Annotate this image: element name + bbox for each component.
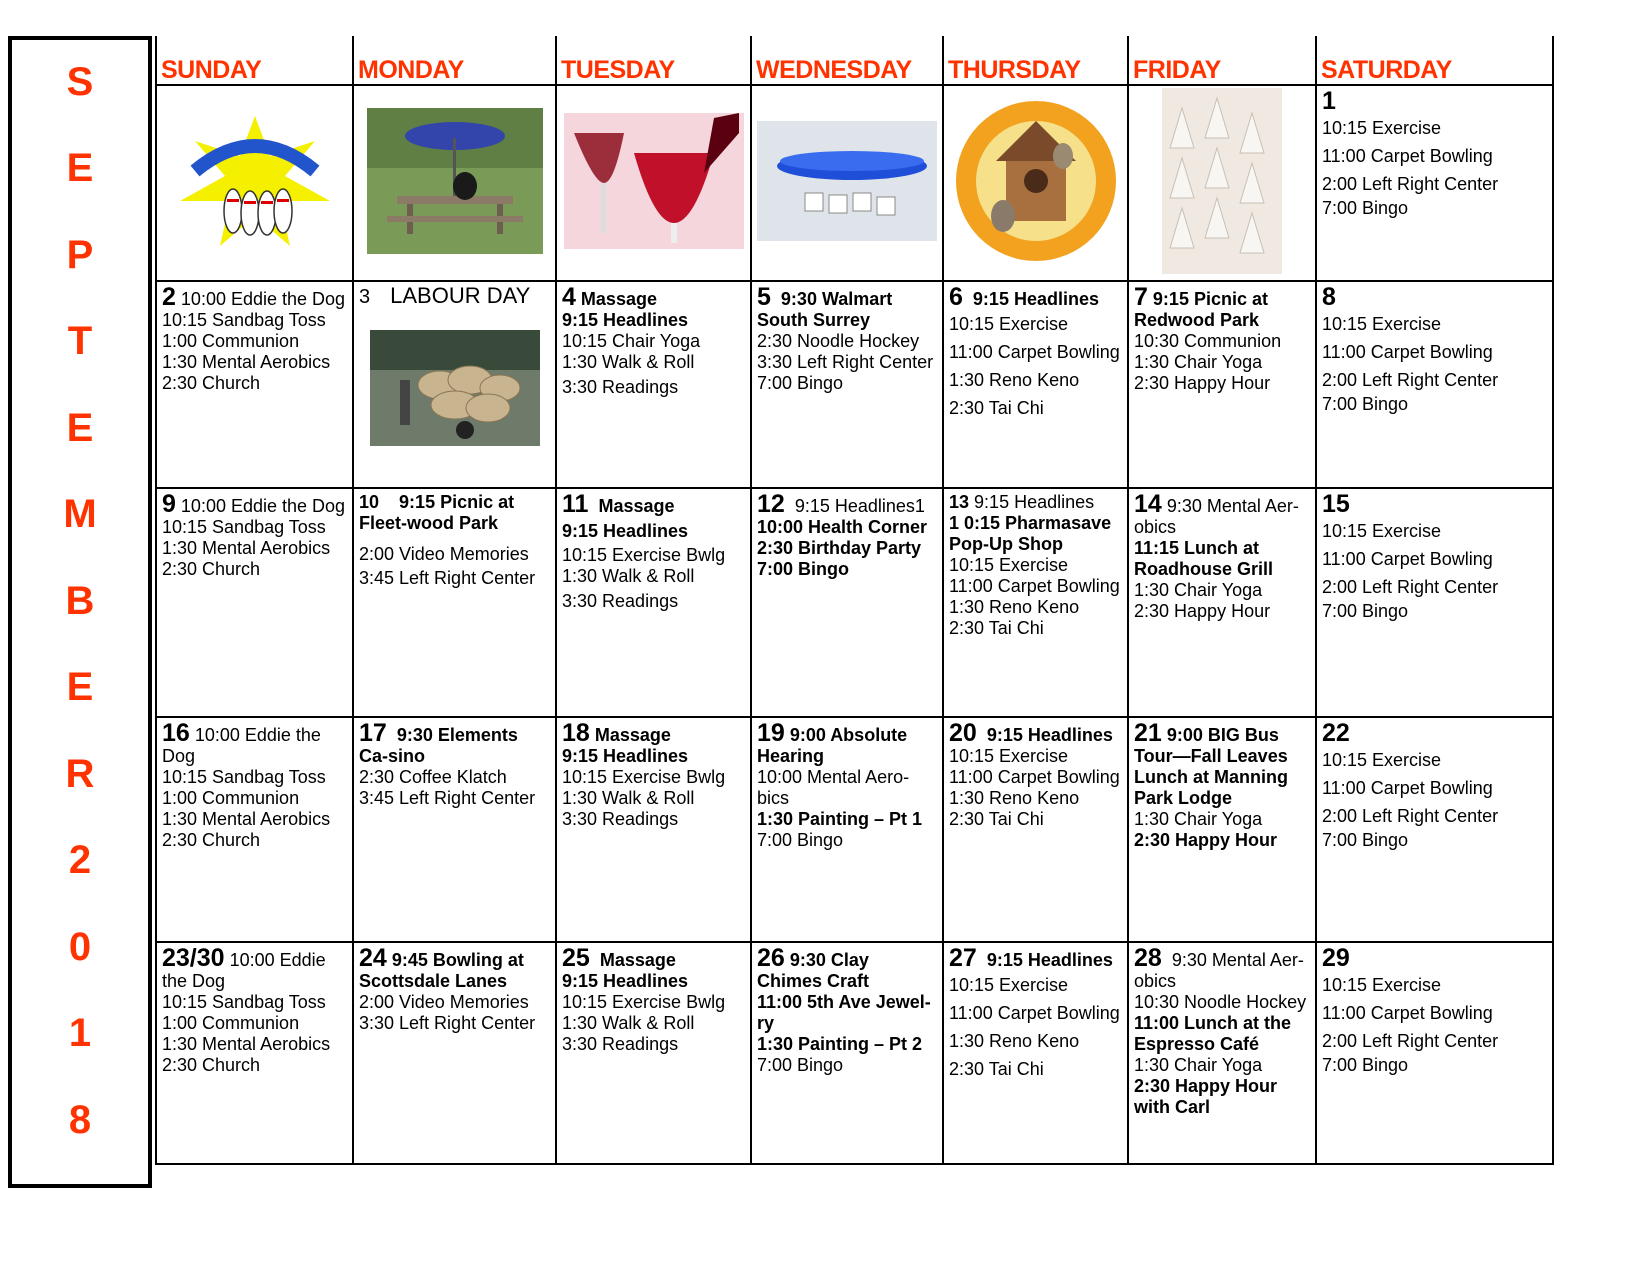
event-line: 7:00 Bingo <box>757 373 844 393</box>
event-line: 10:15 Exercise Bwlg <box>562 767 726 787</box>
month-letter: B <box>65 579 95 623</box>
day-cell-6 <box>943 281 1128 488</box>
event-line: 2:00 Video Memories <box>359 992 529 1012</box>
event-line: 2:30 Birthday Party <box>757 538 922 558</box>
day-cell-5 <box>751 281 943 488</box>
day-number: 7 <box>1134 283 1148 311</box>
event-line: 10:15 Sandbag Toss <box>162 767 326 787</box>
week-row-3 <box>156 488 1553 717</box>
event-line: 7:00 Bingo <box>757 830 844 850</box>
event-line: 9:15 Headlines <box>562 746 689 766</box>
event-line: 2:30 Tai Chi <box>949 809 1044 829</box>
event-line: 3:30 Readings <box>562 377 679 397</box>
day-cell-9 <box>156 488 353 717</box>
event-line: 7:00 Bingo <box>1322 830 1409 850</box>
event-line: 2:00 Left Right Center <box>1322 577 1499 597</box>
day-number: 17 <box>359 719 387 747</box>
event-line: 2:30 Coffee Klatch <box>359 767 507 787</box>
week-row-5 <box>156 942 1553 1164</box>
event-line: 10:15 Exercise <box>1322 750 1442 770</box>
event-line: 1:30 Painting – Pt 2 <box>757 1034 923 1054</box>
day-cell-20 <box>943 717 1128 942</box>
header-wednesday: WEDNESDAY <box>751 36 943 85</box>
event-line: 3:30 Readings <box>562 591 679 611</box>
event-line: 11:00 Carpet Bowling <box>1322 342 1493 362</box>
event-line: 3:30 Left Right Center <box>757 352 934 372</box>
event-line: Massage <box>599 950 676 970</box>
event-line: 3:30 Readings <box>562 1034 679 1054</box>
header-sunday: SUNDAY <box>156 36 353 85</box>
header-saturday: SATURDAY <box>1316 36 1553 85</box>
event-line: Massage <box>598 496 675 516</box>
event-line: 1:30 Walk & Roll <box>562 788 695 808</box>
event-line: 9:15 Headlines <box>562 521 689 541</box>
day-cell-14 <box>1128 488 1316 717</box>
event-line: 2:00 Left Right Center <box>1322 174 1499 194</box>
event-line: 9:15 Headlines <box>986 725 1113 745</box>
day-number: 6 <box>949 283 963 311</box>
day-cell-3 <box>353 281 556 488</box>
event-line: 2:00 Video Memories <box>359 544 529 564</box>
event-line: 1:00 Communion <box>162 788 300 808</box>
event-line: 10:00 Eddie the Dog <box>162 950 326 991</box>
month-letter: 0 <box>68 925 92 969</box>
day-number: 13 <box>949 492 970 512</box>
event-line: 7:00 Bingo <box>1322 198 1409 218</box>
event-line: 1:30 Reno Keno <box>949 788 1080 808</box>
event-line: 10:00 Eddie the Dog <box>180 496 346 516</box>
day-number: 16 <box>162 719 190 747</box>
event-line: 1:30 Mental Aerobics <box>162 809 331 829</box>
event-line: 11:00 5th Ave Jewel-ry <box>757 992 931 1033</box>
event-line: 9:15 Picnic at Redwood Park <box>1134 289 1268 330</box>
event-line: Massage <box>580 289 657 309</box>
header-thursday: THURSDAY <box>943 36 1128 85</box>
event-line: 10:00 Health Corner <box>757 517 928 537</box>
event-line: 1:30 Walk & Roll <box>562 1013 695 1033</box>
event-line: 1:30 Chair Yoga <box>1134 809 1263 829</box>
event-line: 10:15 Sandbag Toss <box>162 992 326 1012</box>
event-line: 2:30 Tai Chi <box>949 618 1044 638</box>
event-line: 10:30 Communion <box>1134 331 1282 351</box>
day-number: 19 <box>757 719 785 747</box>
day-cell-8 <box>1316 281 1553 488</box>
day-number: 15 <box>1322 490 1350 518</box>
wine-glass-image <box>556 85 751 281</box>
cart-sandbags-image <box>359 330 550 451</box>
day-number: 4 <box>562 283 576 311</box>
month-letter: T <box>67 319 93 363</box>
event-line: 9:30 Clay Chimes Craft <box>757 950 870 991</box>
event-line: 2:00 Left Right Center <box>1322 370 1499 390</box>
event-line: 1:30 Chair Yoga <box>1134 352 1263 372</box>
calendar-grid <box>155 36 1554 1165</box>
event-line: 10:15 Exercise <box>949 746 1069 766</box>
week-row-1 <box>156 85 1553 281</box>
event-line: 9:45 Bowling at Scottsdale Lanes <box>359 950 524 991</box>
event-line: 1:30 Mental Aerobics <box>162 352 331 372</box>
event-line: 3:30 Readings <box>562 809 679 829</box>
event-line: Massage <box>594 725 671 745</box>
event-line: 10:15 Exercise <box>949 975 1069 995</box>
day-cell-16 <box>156 717 353 942</box>
event-line: 2:30 Church <box>162 1055 261 1075</box>
event-line: 11:00 Carpet Bowling <box>949 342 1120 362</box>
month-letter: 1 <box>68 1011 92 1055</box>
event-line: 10:15 Exercise Bwlg <box>562 992 726 1012</box>
event-line: 10:15 Exercise <box>1322 521 1442 541</box>
week-row-4 <box>156 717 1553 942</box>
day-cell-15 <box>1316 488 1553 717</box>
header-tuesday: TUESDAY <box>556 36 751 85</box>
event-line: 2:30 Church <box>162 373 261 393</box>
weekday-header-row <box>156 36 1553 85</box>
event-line: 1:30 Reno Keno <box>949 597 1080 617</box>
day-cell-2 <box>156 281 353 488</box>
day-number: 1 <box>1322 87 1336 115</box>
event-line: 9:00 BIG Bus Tour—Fall Leaves Lunch at Manning Park Lodge <box>1134 725 1288 808</box>
day-number: 28 <box>1134 944 1162 972</box>
month-letter: 2 <box>68 838 92 882</box>
owl-birdhouse-image <box>943 85 1128 281</box>
day-number: 12 <box>757 490 785 518</box>
day-number: 23/30 <box>162 944 225 972</box>
event-line: 10:15 Sandbag Toss <box>162 517 326 537</box>
day-number: 11 <box>562 490 589 518</box>
week-row-2 <box>156 281 1553 488</box>
event-line: 3:45 Left Right Center <box>359 788 536 808</box>
event-line: 11:00 Carpet Bowling <box>1322 1003 1493 1023</box>
event-line: 2:00 Left Right Center <box>1322 806 1499 826</box>
event-line: 9:15 Headlines <box>562 310 689 330</box>
event-line: 1:30 Mental Aerobics <box>162 1034 331 1054</box>
picnic-table-bear-image <box>353 85 556 281</box>
event-line: 2:30 Happy Hour with Carl <box>1134 1076 1278 1117</box>
day-cell-19 <box>751 717 943 942</box>
day-cell-22 <box>1316 717 1553 942</box>
event-line: 10:15 Exercise <box>1322 118 1442 138</box>
event-line: 2:00 Left Right Center <box>1322 1031 1499 1051</box>
event-line: 2:30 Church <box>162 559 261 579</box>
event-line: 9:30 Mental Aer-obics <box>1134 950 1304 991</box>
holiday-title: LABOUR DAY <box>390 283 531 308</box>
event-line: 7:00 Bingo <box>1322 1055 1409 1075</box>
event-line: 10:15 Exercise Bwlg <box>562 545 726 565</box>
event-line: 3:45 Left Right Center <box>359 568 536 588</box>
event-line: 9:00 Absolute Hearing <box>757 725 908 766</box>
event-line: 7:00 Bingo <box>1322 601 1409 621</box>
event-line: 11:15 Lunch at Roadhouse Grill <box>1134 538 1274 579</box>
month-letter: S <box>66 60 94 104</box>
paper-chimes-image <box>1128 85 1316 281</box>
event-line: 1:30 Mental Aerobics <box>162 538 331 558</box>
day-cell-28 <box>1128 942 1316 1164</box>
day-number: 3 <box>359 286 371 308</box>
event-line: 11:00 Carpet Bowling <box>1322 778 1493 798</box>
day-cell-18 <box>556 717 751 942</box>
day-cell-13 <box>943 488 1128 717</box>
event-line: 9:30 Walmart South Surrey <box>757 289 893 330</box>
day-number: 20 <box>949 719 977 747</box>
event-line: 2:30 Tai Chi <box>949 398 1044 418</box>
event-line: 10:15 Exercise <box>949 555 1069 575</box>
event-line: 1:30 Walk & Roll <box>562 352 695 372</box>
day-cell-29 <box>1316 942 1553 1164</box>
day-cell-21 <box>1128 717 1316 942</box>
month-letter: M <box>63 492 97 536</box>
event-line: 10:15 Chair Yoga <box>562 331 701 351</box>
day-cell-23-30 <box>156 942 353 1164</box>
day-number: 10 <box>359 492 380 512</box>
event-line: 1:00 Communion <box>162 1013 300 1033</box>
event-line: 7:00 Bingo <box>757 559 850 579</box>
event-line: 9:30 Mental Aer-obics <box>1134 496 1299 537</box>
event-line: 1:30 Walk & Roll <box>562 566 695 586</box>
month-letter: E <box>66 406 94 450</box>
day-cell-27 <box>943 942 1128 1164</box>
event-line: 1:30 Reno Keno <box>949 1031 1080 1051</box>
day-number: 26 <box>757 944 785 972</box>
event-line: 1:30 Chair Yoga <box>1134 1055 1263 1075</box>
day-cell-12 <box>751 488 943 717</box>
event-line: 11:00 Lunch at the Espresso Café <box>1134 1013 1292 1054</box>
day-cell-4 <box>556 281 751 488</box>
event-line: 2:30 Happy Hour <box>1134 830 1278 850</box>
event-line: 10:00 Eddie the Dog <box>180 289 346 309</box>
day-number: 24 <box>359 944 387 972</box>
event-line: 3:30 Left Right Center <box>359 1013 536 1033</box>
month-letter: 8 <box>68 1098 92 1142</box>
event-line: 9:15 Headlines <box>986 950 1113 970</box>
month-letter: E <box>66 665 94 709</box>
month-letter: R <box>65 752 95 796</box>
event-line: 9:15 Headlines <box>974 492 1095 512</box>
event-line: 2:30 Church <box>162 830 261 850</box>
event-line: 11:00 Carpet Bowling <box>949 576 1120 596</box>
event-line: 10:15 Exercise <box>1322 975 1442 995</box>
event-line: 10:30 Noodle Hockey <box>1134 992 1307 1012</box>
day-cell-17 <box>353 717 556 942</box>
header-friday: FRIDAY <box>1128 36 1316 85</box>
day-number: 21 <box>1134 719 1162 747</box>
event-line: 2:30 Happy Hour <box>1134 373 1271 393</box>
day-number: 25 <box>562 944 590 972</box>
day-cell-26 <box>751 942 943 1164</box>
day-number: 5 <box>757 283 771 311</box>
event-line: 2:30 Happy Hour <box>1134 601 1271 621</box>
day-cell-7 <box>1128 281 1316 488</box>
event-line: 11:00 Carpet Bowling <box>1322 549 1493 569</box>
event-line: 2:30 Noodle Hockey <box>757 331 920 351</box>
lcr-dice-game-image <box>751 85 943 281</box>
day-number: 27 <box>949 944 977 972</box>
day-number: 22 <box>1322 719 1350 747</box>
event-line: 11:00 Carpet Bowling <box>1322 146 1493 166</box>
day-number: 18 <box>562 719 590 747</box>
bowling-image <box>156 85 353 281</box>
day-cell-1 <box>1316 85 1553 281</box>
event-line: 9:15 Picnic at Fleet-wood Park <box>359 492 515 533</box>
event-line: 10:15 Exercise <box>1322 314 1442 334</box>
day-cell-10 <box>353 488 556 717</box>
month-sidebar <box>8 36 152 1188</box>
event-line: 7:00 Bingo <box>757 1055 844 1075</box>
day-number: 29 <box>1322 944 1350 972</box>
event-line: 1 0:15 Pharmasave Pop-Up Shop <box>949 513 1112 554</box>
event-line: 10:15 Sandbag Toss <box>162 310 326 330</box>
event-line: 1:30 Chair Yoga <box>1134 580 1263 600</box>
event-line: 9:15 Headlines <box>562 971 689 991</box>
day-cell-25 <box>556 942 751 1164</box>
event-line: 11:00 Carpet Bowling <box>949 767 1120 787</box>
event-line: 1:00 Communion <box>162 331 300 351</box>
event-line: 11:00 Carpet Bowling <box>949 1003 1120 1023</box>
event-line: 10:00 Mental Aero-bics <box>757 767 910 808</box>
day-number: 14 <box>1134 490 1162 518</box>
event-line: 10:15 Exercise <box>949 314 1069 334</box>
event-line: 9:30 Elements Ca-sino <box>359 725 518 766</box>
month-letter: E <box>66 146 94 190</box>
day-cell-11 <box>556 488 751 717</box>
event-line: 2:30 Tai Chi <box>949 1059 1044 1079</box>
event-line: 9:15 Headlines <box>972 289 1099 309</box>
day-cell-24 <box>353 942 556 1164</box>
event-line: 10:00 Eddie the Dog <box>162 725 321 766</box>
day-number: 9 <box>162 490 176 518</box>
month-letter: P <box>66 233 94 277</box>
event-line: 9:15 Headlines1 <box>794 496 925 516</box>
day-number: 2 <box>162 283 176 311</box>
header-monday: MONDAY <box>353 36 556 85</box>
event-line: 1:30 Painting – Pt 1 <box>757 809 923 829</box>
event-line: 1:30 Reno Keno <box>949 370 1080 390</box>
event-line: 7:00 Bingo <box>1322 394 1409 414</box>
day-number: 8 <box>1322 283 1336 311</box>
